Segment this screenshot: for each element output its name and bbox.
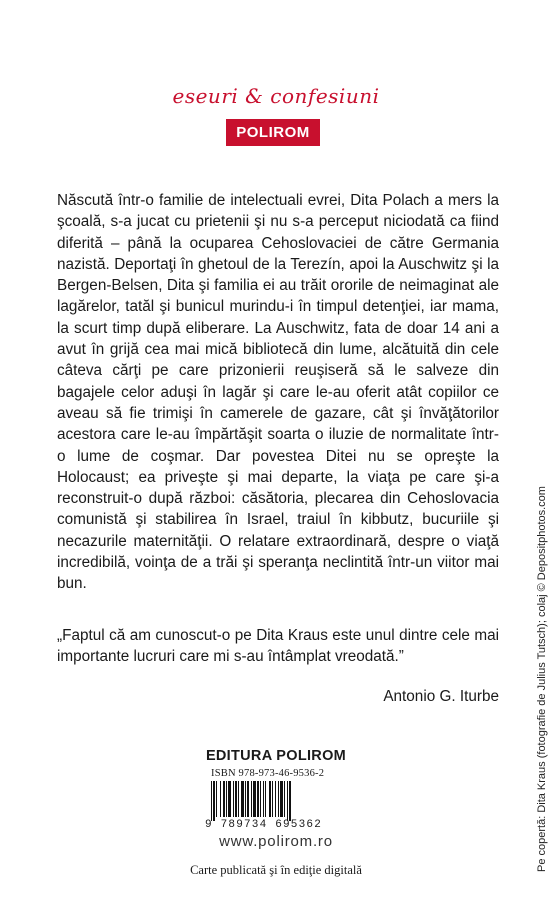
publisher-name: EDITURA POLIROM (205, 748, 347, 764)
barcode-digits: 9 789734 695362 (205, 819, 323, 831)
isbn-text: ISBN 978-973-46-9536-2 (211, 768, 325, 779)
quote-author: Antonio G. Iturbe (383, 688, 499, 705)
barcode-block (205, 768, 345, 831)
polirom-logo: POLIROM (226, 119, 320, 146)
endorsement-quote: „Faptul că am cunoscut-o pe Dita Kraus este unul dintre cele mai importante lucruri care mi s-au întâmplat vreodată.” (57, 627, 499, 666)
back-cover-blurb: Născută într-o familie de intelectuali evrei, Dita Polach a mers la şcoală, s-a jucat cu prietenii şi nu s-a perceput niciodată ca fiind diferită – până la ocuparea Cehoslovaciei de către Germania nazistă. Deportaţi în ghetoul de la Terezín, apoi la Auschwitz şi la Bergen-Belsen, Dita şi familia ei au trăit ororile de neimaginat ale lagărelor, tatăl şi bunicul murindu-i în timpul detenţiei, iar mama, la scurt timp după eliberare. La Auschwitz, fata de doar 14 ani a avut în grijă cea mai mică bibliotecă din lume, alcătuită din cele câteva cărţi pe care prizonierii reuşiseră să le salveze din bagajele celor aduşi în lagăr şi care le-au oferit atât copiilor ce aveau să fie trimişi în camerele de gazare, cât şi învăţătorilor acestora care le-au împărtăşit soarta o iluzie de normalitate într-o lume de coşmar. Dar povestea Ditei nu se opreşte la Holocaust; ea priveşte şi mai departe, la viaţa pe care şi-a reconstruit-o după război: căsătoria, plecarea din Cehoslovacia comunistă şi stabilirea în Israel, traiul în kibbutz, bucuriile şi necazurile maternităţii. O relatare extraordinară, despre o viaţă incredibilă, voinţa de a trăi şi speranţa neclintită într-un viitor mai bun. (57, 192, 499, 593)
digital-edition-note: Carte publicată şi în ediţie digitală (190, 863, 362, 877)
series-label: eseuri & confesiuni (172, 84, 380, 108)
barcode-icon (205, 781, 345, 821)
cover-credit: Pe copertă: Dita Kraus (fotografie de Julius Tutsch); colaj © Depositphotos.com (536, 486, 548, 872)
website-url: www.polirom.ro (219, 833, 333, 850)
